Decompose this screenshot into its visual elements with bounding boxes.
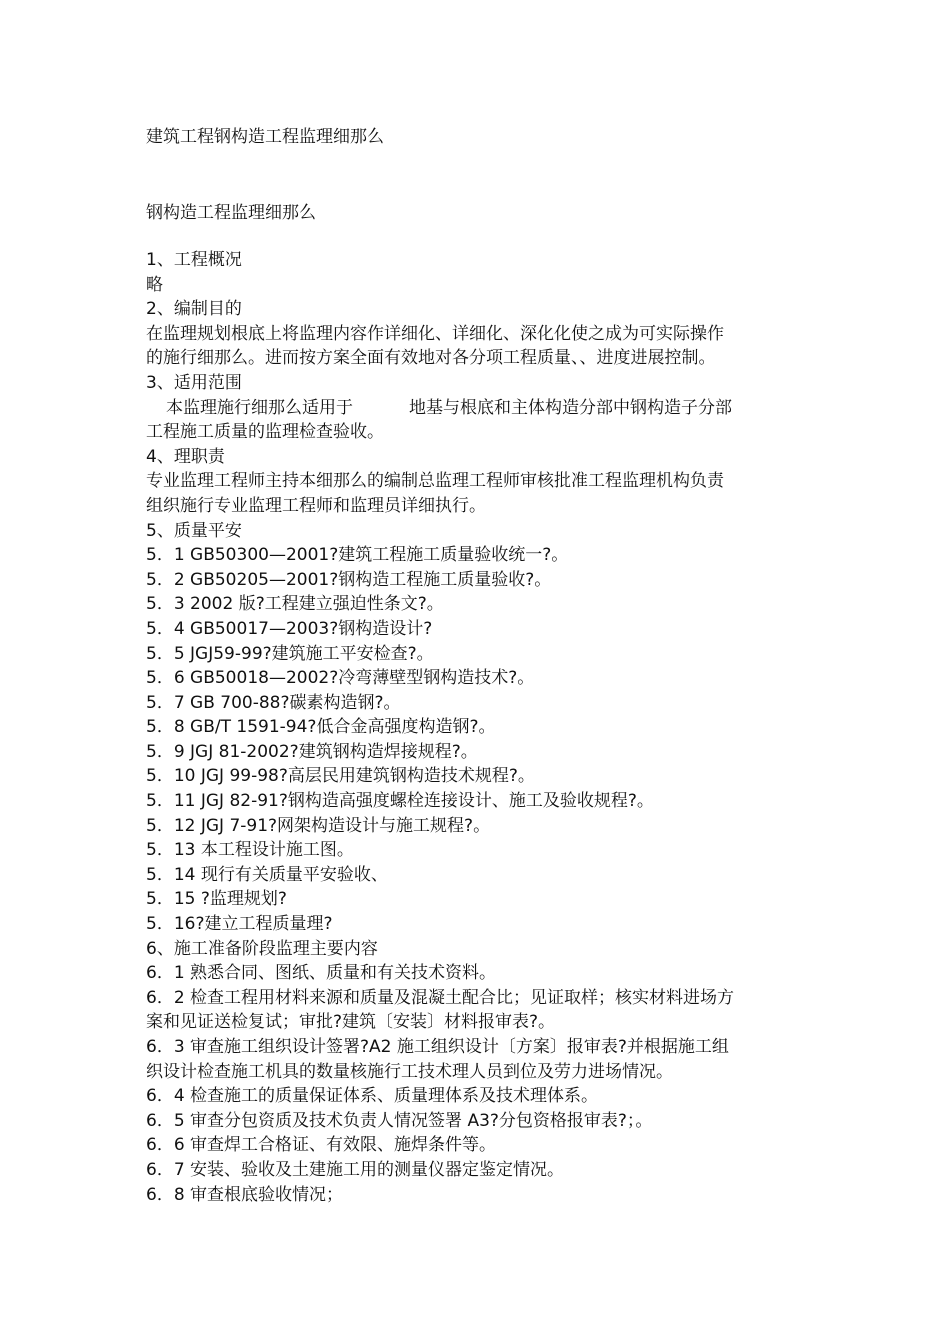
section-heading: 3、适用范围 bbox=[146, 372, 242, 393]
list-item: 5．4 GB50017—2003?钢构造设计? bbox=[146, 618, 433, 639]
section-heading: 6、施工准备阶段监理主要内容 bbox=[146, 938, 378, 959]
paragraph-line: 织设计检查施工机具的数量核施行工技术理人员到位及劳力进场情况。 bbox=[146, 1061, 673, 1082]
list-item: 5．3 2002 版?工程建立强迫性条文?。 bbox=[146, 594, 444, 615]
list-item: 6．3 审查施工组织设计签署?A2 施工组织设计〔方案〕报审表?并根据施工组 bbox=[146, 1037, 729, 1057]
list-item: 6．7 安装、验收及土建施工用的测量仪器定鉴定情况。 bbox=[146, 1159, 565, 1180]
paragraph-line bbox=[146, 396, 806, 421]
document-subtitle: 钢构造工程监理细那么 bbox=[146, 203, 316, 223]
paragraph-line: 专业监理工程师主持本细那么的编制总监理工程师审核批准工程监理机构负责 bbox=[146, 471, 724, 492]
section-heading: 1、工程概况 bbox=[146, 250, 242, 270]
list-item: 6．4 检查施工的质量保证体系、质量理体系及技术理体系。 bbox=[146, 1086, 599, 1107]
list-item: 5．7 GB 700-88?碳素构造钢?。 bbox=[146, 692, 401, 713]
paragraph-line: 略 bbox=[146, 274, 163, 295]
paragraph-line: 在监理规划根底上将监理内容作详细化、详细化、深化化使之成为可实际操作 bbox=[146, 323, 724, 344]
list-item: 5．16?建立工程质量理? bbox=[146, 914, 333, 935]
paragraph-line: 组织施行专业监理工程师和监理员详细执行。 bbox=[146, 495, 486, 516]
paragraph-line: 的施行细那么。进而按方案全面有效地对各分项工程质量、、进度进展控制。 bbox=[146, 348, 716, 369]
section-heading: 2、编制目的 bbox=[146, 299, 242, 320]
list-item: 5．11 JGJ 82-91?钢构造高强度螺栓连接设计、施工及验收规程?。 bbox=[146, 791, 654, 812]
list-item: 5．15 ?监理规划? bbox=[146, 889, 287, 910]
list-item: 5．6 GB50018—2002?冷弯薄壁型钢构造技术?。 bbox=[146, 668, 535, 689]
scope-text-start: 本监理施行细那么适用于 bbox=[166, 397, 353, 418]
list-item: 5．14 现行有关质量平安验收、 bbox=[146, 864, 388, 885]
list-item: 6．2 检查工程用材料来源和质量及混凝土配合比；见证取样；核实材料进场方 bbox=[146, 987, 735, 1008]
list-item: 6．8 审查根底验收情况； bbox=[146, 1184, 344, 1205]
list-item: 5．2 GB50205—2001?钢构造工程施工质量验收?。 bbox=[146, 569, 552, 590]
list-item: 6．1 熟悉合同、图纸、质量和有关技术资料。 bbox=[146, 963, 497, 984]
list-item: 5．9 JGJ 81-2002?建筑钢构造焊接规程?。 bbox=[146, 741, 478, 762]
section-heading: 5、质量平安 bbox=[146, 520, 242, 541]
list-item: 5．10 JGJ 99-98?高层民用建筑钢构造技术规程?。 bbox=[146, 766, 535, 787]
list-item: 5．1 GB50300—2001?建筑工程施工质量验收统一?。 bbox=[146, 545, 569, 566]
section-heading: 4、理职责 bbox=[146, 446, 225, 467]
document-title: 建筑工程钢构造工程监理细那么 bbox=[146, 127, 384, 147]
list-item: 6．6 审查焊工合格证、有效限、施焊条件等。 bbox=[146, 1135, 497, 1156]
paragraph-line: 案和见证送检复试；审批?建筑〔安装〕材料报审表?。 bbox=[146, 1012, 556, 1033]
list-item: 6．5 审查分包资质及技术负责人情况签署 A3?分包资格报审表?；。 bbox=[146, 1110, 653, 1131]
list-item: 5．8 GB/T 1591-94?低合金高强度构造钢?。 bbox=[146, 717, 496, 738]
scope-text-end: 地基与根底和主体构造分部中钢构造子分部 bbox=[409, 397, 732, 418]
document-body bbox=[146, 248, 806, 1207]
list-item: 5．5 JGJ59-99?建筑施工平安检查?。 bbox=[146, 643, 434, 664]
list-item: 5．13 本工程设计施工图。 bbox=[146, 840, 354, 861]
paragraph-line: 工程施工质量的监理检查验收。 bbox=[146, 422, 384, 443]
list-item: 5．12 JGJ 7-91?网架构造设计与施工规程?。 bbox=[146, 815, 491, 836]
